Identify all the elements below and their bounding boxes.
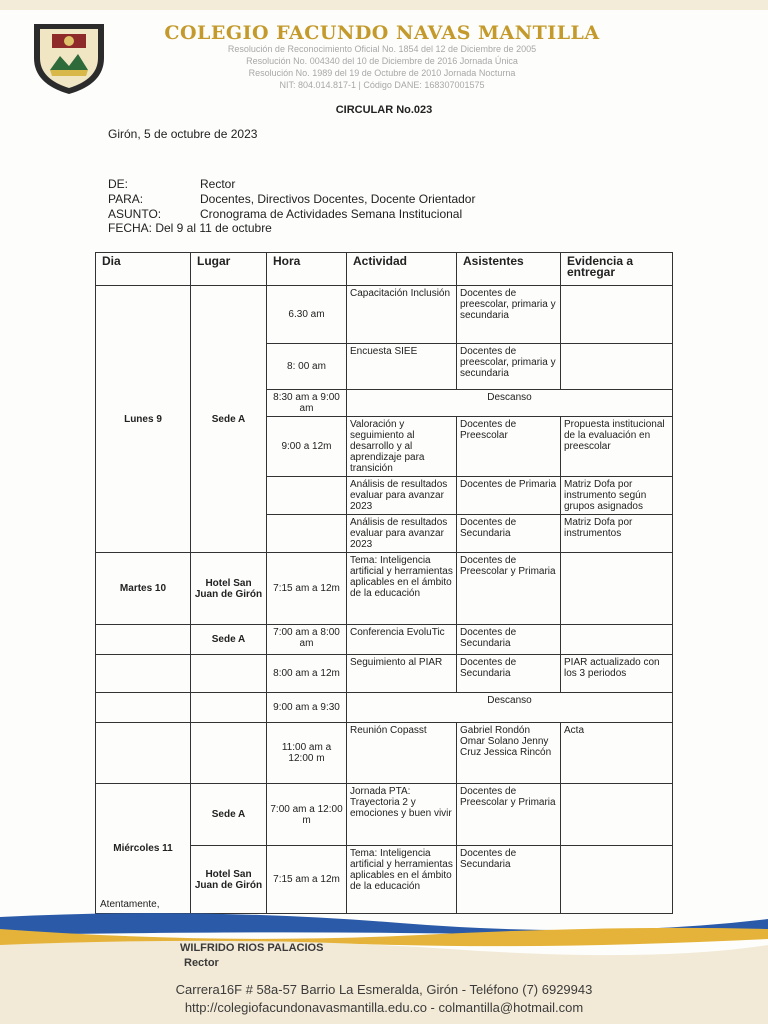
date-line: Girón, 5 de octubre de 2023 [108, 127, 258, 141]
cell-actividad: Seguimiento al PIAR [347, 655, 457, 693]
cell-descanso: Descanso [347, 390, 673, 417]
cell-hora [267, 477, 347, 515]
cell-asistentes: Docentes de Preescolar y Primaria [457, 784, 561, 846]
cell-evidencia: Matriz Dofa por instrumento según grupos asignados [561, 477, 673, 515]
cell-hora: 7:15 am a 12m [267, 846, 347, 914]
table-row [96, 723, 673, 784]
cell-hora: 7:00 am a 8:00 am [267, 625, 347, 655]
cell-actividad: Conferencia EvoluTic [347, 625, 457, 655]
header-hora: Hora [267, 253, 347, 286]
nit-dane-line: NIT: 804.014.817-1 | Código DANE: 168307001575 [279, 80, 485, 90]
cell-asistentes: Docentes de preescolar, primaria y secundaria [457, 286, 561, 344]
cell-dia [96, 655, 191, 693]
cell-evidencia: PIAR actualizado con los 3 periodos [561, 655, 673, 693]
school-name: COLEGIO FACUNDO NAVAS MANTILLA [164, 22, 600, 44]
para-label: PARA: [108, 192, 144, 206]
footer-address: Carrera16F # 58a-57 Barrio La Esmeralda, Girón - Teléfono (7) 6929943 [175, 982, 593, 997]
cell-asistentes: Docentes de Secundaria [457, 625, 561, 655]
de-label: DE: [108, 177, 129, 191]
table-row [96, 553, 673, 625]
header-asistentes: Asistentes [457, 253, 561, 286]
cell-lugar: Sede A [191, 286, 267, 553]
cell-asistentes: Docentes de Primaria [457, 477, 561, 515]
cell-dia [96, 723, 191, 784]
cell-lugar [191, 693, 267, 723]
cell-hora: 6.30 am [267, 286, 347, 344]
table-row [96, 693, 673, 723]
header-actividad: Actividad [347, 253, 457, 286]
cell-actividad: Tema: Inteligencia artificial y herramientas aplicables en el ámbito de la educación [347, 846, 457, 914]
cell-lugar: Sede A [191, 625, 267, 655]
cell-asistentes: Docentes de Preescolar y Primaria [457, 553, 561, 625]
cell-hora: 9:00 am a 9:30 [267, 693, 347, 723]
cell-hora: 8: 00 am [267, 344, 347, 390]
cell-hora: 7:15 am a 12m [267, 553, 347, 625]
signer-role: Rector [184, 957, 219, 969]
school-crest-logo [28, 18, 110, 96]
asunto-label: ASUNTO: [108, 207, 162, 221]
cell-lugar [191, 723, 267, 784]
para-value: Docentes, Directivos Docentes, Docente Orientador [200, 192, 476, 206]
cell-lugar: Hotel San Juan de Girón [191, 553, 267, 625]
cell-lugar: Hotel San Juan de Girón [191, 846, 267, 914]
top-band [0, 0, 768, 10]
resolution-line-2: Resolución No. 004340 del 10 de Diciembre de 2016 Jornada Única [246, 56, 518, 66]
cell-actividad: Reunión Copasst [347, 723, 457, 784]
cell-asistentes: Docentes de Secundaria [457, 515, 561, 553]
cell-lugar: Sede A [191, 784, 267, 846]
cell-actividad: Valoración y seguimiento al desarrollo y al aprendizaje para transición [347, 417, 457, 477]
cell-hora: 11:00 am a 12:00 m [267, 723, 347, 784]
signer-name: WILFRIDO RIOS PALACIOS [180, 942, 324, 954]
table-row [96, 784, 673, 846]
cell-dia: Miércoles 11 [96, 784, 191, 914]
circular-title: CIRCULAR No.023 [335, 104, 433, 116]
cell-dia: Martes 10 [96, 553, 191, 625]
cell-hora [267, 515, 347, 553]
asunto-value: Cronograma de Actividades Semana Institucional [200, 207, 463, 221]
cell-actividad: Capacitación Inclusión [347, 286, 457, 344]
cell-asistentes: Docentes de Secundaria [457, 846, 561, 914]
cell-actividad: Tema: Inteligencia artificial y herramientas aplicables en el ámbito de la educación [347, 553, 457, 625]
cell-evidencia [561, 286, 673, 344]
cell-evidencia [561, 784, 673, 846]
resolution-line-1: Resolución de Reconocimiento Oficial No. 1854 del 12 de Diciembre de 2005 [227, 44, 537, 54]
resolution-line-3: Resolución No. 1989 del 19 de Octubre de 2010 Jornada Nocturna [248, 68, 516, 78]
cell-dia: Lunes 9 [96, 286, 191, 553]
cell-actividad: Análisis de resultados evaluar para avanzar 2023 [347, 515, 457, 553]
footer-web-email: http://colegiofacundonavasmantilla.edu.co - colmantilla@hotmail.com [184, 1000, 584, 1015]
schedule-table [95, 252, 673, 914]
header-evidencia: Evidencia a entregar [561, 253, 673, 286]
table-row [96, 286, 673, 344]
cell-actividad: Encuesta SIEE [347, 344, 457, 390]
cell-actividad: Análisis de resultados evaluar para avanzar 2023 [347, 477, 457, 515]
cell-evidencia [561, 344, 673, 390]
cell-descanso: Descanso [347, 693, 673, 723]
cell-hora: 8:30 am a 9:00 am [267, 390, 347, 417]
table-row [96, 655, 673, 693]
salutation: Atentamente, [100, 899, 160, 910]
header-dia: Dia [96, 253, 191, 286]
cell-evidencia: Matriz Dofa por instrumentos [561, 515, 673, 553]
de-value: Rector [200, 177, 236, 191]
cell-actividad: Jornada PTA: Trayectoria 2 y emociones y buen vivir [347, 784, 457, 846]
header-lugar: Lugar [191, 253, 267, 286]
cell-evidencia [561, 846, 673, 914]
cell-hora: 8:00 am a 12m [267, 655, 347, 693]
cell-asistentes: Docentes de preescolar, primaria y secundaria [457, 344, 561, 390]
cell-hora: 7:00 am a 12:00 m [267, 784, 347, 846]
cell-asistentes: Docentes de Secundaria [457, 655, 561, 693]
table-row [96, 625, 673, 655]
cell-evidencia [561, 553, 673, 625]
cell-dia [96, 693, 191, 723]
footer-wave-decoration [0, 905, 768, 965]
cell-asistentes: Gabriel Rondón Omar Solano Jenny Cruz Jessica Rincón [457, 723, 561, 784]
cell-evidencia: Propuesta institucional de la evaluación en preescolar [561, 417, 673, 477]
cell-evidencia [561, 625, 673, 655]
table-header-row [96, 253, 673, 286]
cell-dia [96, 625, 191, 655]
cell-hora: 9:00 a 12m [267, 417, 347, 477]
cell-asistentes: Docentes de Preescolar [457, 417, 561, 477]
fecha-line: FECHA: Del 9 al 11 de octubre [108, 221, 272, 235]
cell-evidencia: Acta [561, 723, 673, 784]
cell-lugar [191, 655, 267, 693]
